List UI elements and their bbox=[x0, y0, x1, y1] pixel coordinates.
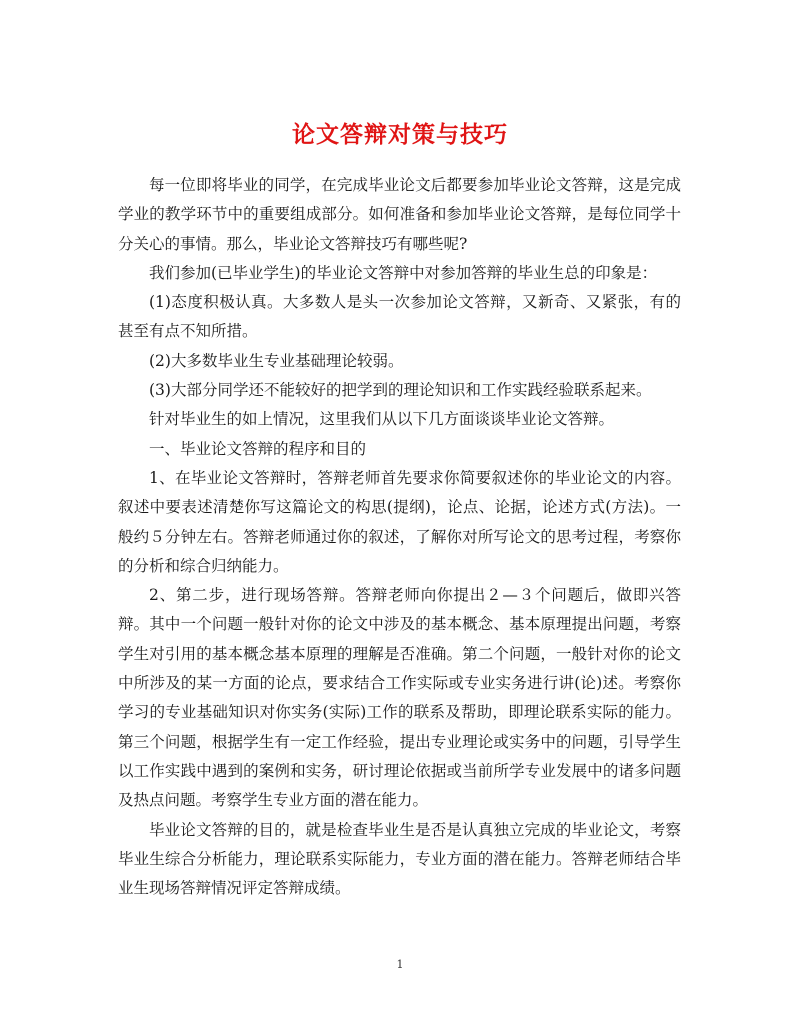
paragraph: (1)态度积极认真。大多数人是头一次参加论文答辩，又新奇、又紧张，有的甚至有点不知所措。 bbox=[118, 293, 681, 341]
paragraph: 我们参加(已毕业学生)的毕业论文答辩中对参加答辩的毕业生总的印象是： bbox=[149, 263, 658, 282]
paragraph: 每一位即将毕业的同学，在完成毕业论文后都要参加毕业论文答辩，这是完成学业的教学环节中的重要组成部分。如何准备和参加毕业论文答辩，是每位同学十分关心的事情。那么，毕业论文答辩技巧有哪些呢? bbox=[118, 176, 681, 253]
section-heading: 一、毕业论文答辩的程序和目的 bbox=[149, 439, 367, 458]
document-body bbox=[118, 171, 681, 903]
paragraph: 2、第二步，进行现场答辩。答辩老师向你提出２—３个问题后，做即兴答辩。其中一个问题一般针对你的论文中涉及的基本概念、基本原理提出问题，考察学生对引用的基本概念基本原理的理解是否准确。第二个问题，一般针对你的论文中所涉及的某一方面的论点，要求结合工作实际或专业实务进行讲(论)述。考察你学习的专业基础知识对你实务(实际)工作的联系及帮助，即理论联系实际的能力。第三个问题，根据学生有一定工作经验，提出专业理论或实务中的问题，引导学生以工作实践中遇到的案例和实务，研讨理论依据或当前所学专业发展中的诸多问题及热点问题。考察学生专业方面的潜在能力。 bbox=[118, 586, 681, 810]
paragraph: 针对毕业生的如上情况，这里我们从以下几方面谈谈毕业论文答辩。 bbox=[149, 410, 615, 429]
paragraph: (3)大部分同学还不能较好的把学到的理论知识和工作实践经验联系起来。 bbox=[149, 381, 652, 400]
paragraph: 毕业论文答辩的目的，就是检查毕业生是否是认真独立完成的毕业论文，考察毕业生综合分析能力，理论联系实际能力，专业方面的潜在能力。答辩老师结合毕业生现场答辩情况评定答辩成绩。 bbox=[118, 820, 681, 898]
page-number: 1 bbox=[396, 958, 404, 971]
paragraph: 1、在毕业论文答辩时，答辩老师首先要求你简要叙述你的毕业论文的内容。叙述中要表述清楚你写这篇论文的构思(提纲)，论点、论据，论述方式(方法)。一般约５分钟左右。答辩老师通过你的叙述，了解你对所写论文的思考过程，考察你的分析和综合归纳能力。 bbox=[118, 468, 681, 575]
document-title: 论文答辩对策与技巧 bbox=[292, 121, 508, 149]
paragraph: (2)大多数毕业生专业基础理论较弱。 bbox=[149, 351, 404, 370]
